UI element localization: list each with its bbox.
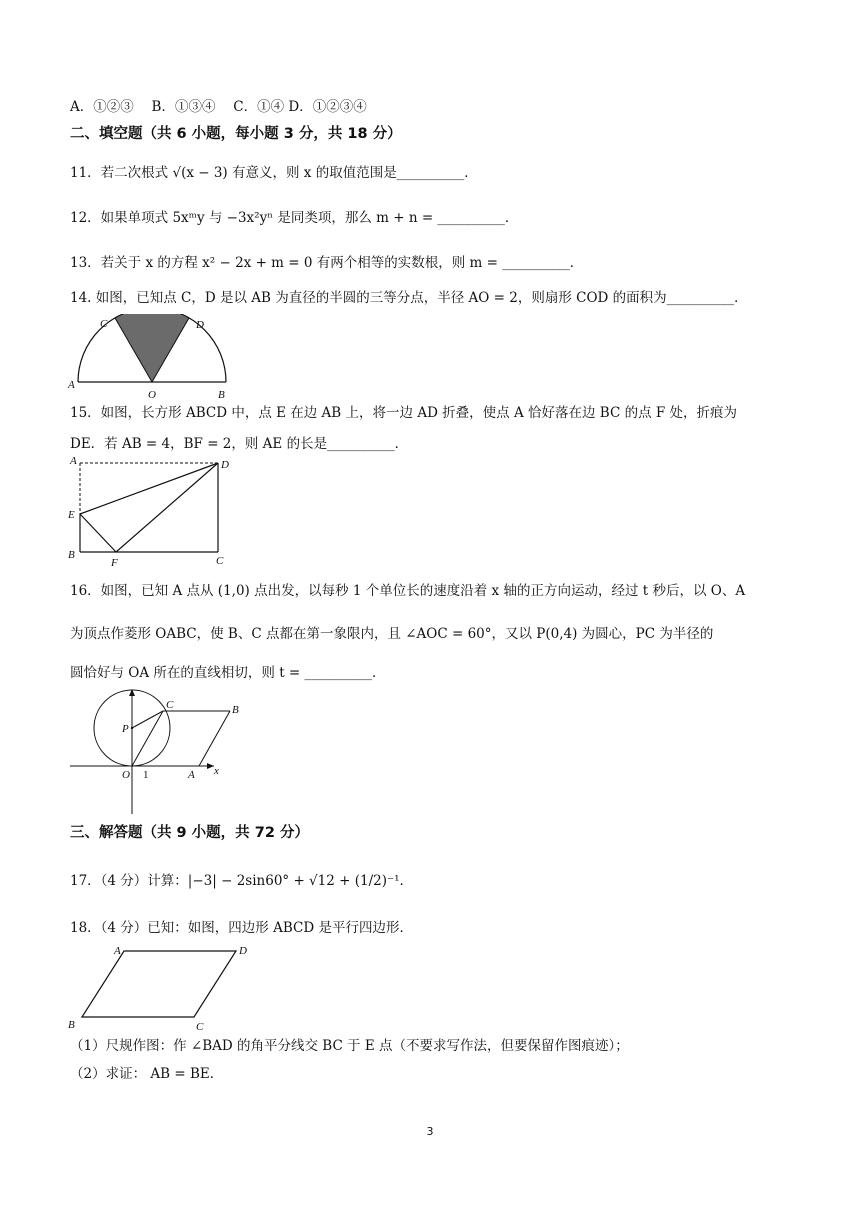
parallelogram-ABCD	[82, 951, 236, 1017]
label-C: C	[216, 555, 224, 567]
label-A: A	[188, 769, 195, 781]
label-F: F	[111, 557, 118, 569]
question-15-line1: 15．如图，长方形 ABCD 中，点 E 在边 AB 上，将一边 AD 折叠，使点 A 恰好落在边 BC 的点 F 处，折痕为	[70, 405, 738, 421]
segment-EF	[80, 514, 116, 552]
crease-DE	[80, 463, 218, 514]
section2-heading: 二、填空题（共 6 小题，每小题 3 分，共 18 分）	[70, 126, 402, 142]
x-axis-arrow	[207, 763, 214, 769]
answer-options-line: A．①②③ B．①③④ C．①④ D．①②③④	[70, 99, 367, 115]
label-C: C	[100, 318, 108, 330]
question-17: 17．（4 分）计算：|−3| − 2sin60° + √12 + (1/2)⁻¹．	[70, 873, 414, 889]
question-11: 11．若二次根式 √(x − 3) 有意义，则 x 的取值范围是__________．	[70, 165, 478, 181]
label-B: B	[68, 549, 75, 561]
question-16-line1: 16．如图，已知 A 点从 (1,0) 点出发，以每秒 1 个单位长的速度沿着 x 轴的正方向运动，经过 t 秒后，以 O、A	[70, 583, 746, 599]
label-D: D	[221, 459, 229, 471]
label-B: B	[218, 389, 225, 401]
sector-COD	[115, 314, 189, 382]
figure-14-semicircle	[66, 314, 241, 402]
label-A: A	[114, 945, 121, 957]
segment-FD	[116, 463, 218, 552]
page-number: 3	[426, 1125, 434, 1138]
point-P	[131, 727, 133, 729]
label-P: P	[122, 723, 129, 735]
label-B: B	[68, 1019, 75, 1031]
label-E: E	[68, 509, 75, 521]
question-16-line2: 为顶点作菱形 OABC，使 B、C 点都在第一象限内，且 ∠AOC = 60°，又以 P(0,4) 为圆心，PC 为半径的	[70, 626, 714, 642]
figure-18-parallelogram	[64, 940, 264, 1032]
question-18: 18．（4 分）已知：如图，四边形 ABCD 是平行四边形．	[70, 920, 413, 936]
label-A: A	[70, 455, 77, 467]
label-C: C	[166, 699, 174, 711]
label-x: x	[214, 765, 219, 777]
figure-16-rhombus-circle	[66, 686, 256, 818]
question-16-line3: 圆恰好与 OA 所在的直线相切，则 t = __________．	[70, 665, 386, 681]
label-B: B	[232, 704, 239, 716]
label-A: A	[68, 379, 75, 391]
question-18-part1: （1）尺规作图：作 ∠BAD 的角平分线交 BC 于 E 点（不要求写作法，但要保留作图痕迹）；	[70, 1038, 629, 1054]
label-O: O	[122, 769, 130, 781]
section3-heading: 三、解答题（共 9 小题，共 72 分）	[70, 825, 309, 841]
label-C: C	[196, 1021, 204, 1032]
question-13: 13．若关于 x 的方程 x² − 2x + m = 0 有两个相等的实数根，则 m = __________．	[70, 255, 584, 271]
question-12: 12．如果单项式 5xᵐy 与 −3x²yⁿ 是同类项，那么 m + n = __________．	[70, 210, 519, 226]
question-18-part2: （2）求证： AB = BE．	[70, 1066, 224, 1082]
label-O: O	[148, 389, 156, 401]
label-D: D	[196, 319, 204, 331]
question-15-line2: DE．若 AB = 4，BF = 2，则 AE 的长是__________．	[70, 436, 409, 452]
label-D: D	[239, 945, 247, 957]
side-BA	[199, 711, 230, 766]
question-14: 14. 如图，已知点 C，D 是以 AB 为直径的半圆的三等分点，半径 AO = 2，则扇形 COD 的面积为__________．	[70, 290, 748, 306]
label-1: 1	[143, 769, 149, 781]
figure-15-rectangle-fold	[64, 452, 239, 570]
